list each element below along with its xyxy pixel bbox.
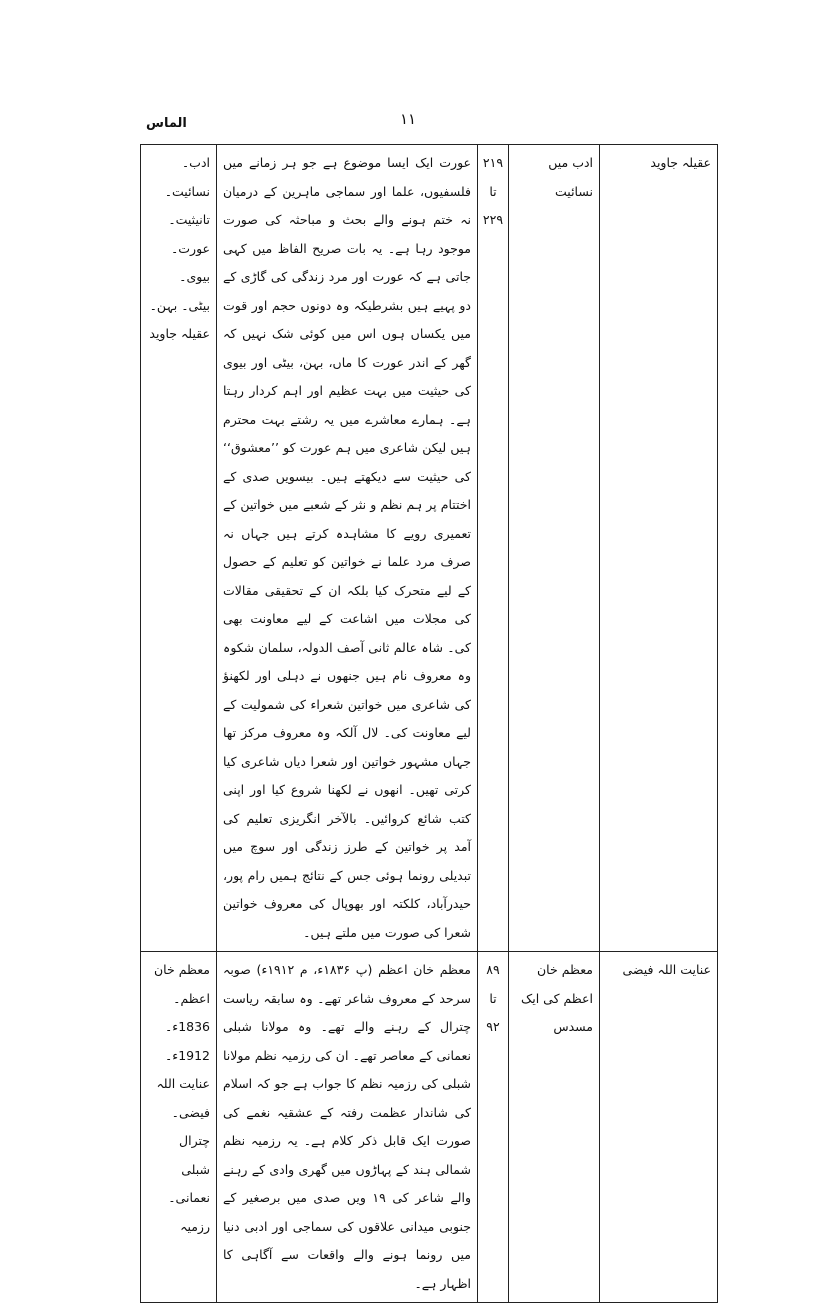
pages-cell — [478, 145, 509, 952]
keyword: 1836ء۔ — [164, 1019, 210, 1034]
keyword: چترال شبلی — [179, 1133, 210, 1177]
keyword: عنایت اللہ فیضی۔ — [156, 1076, 210, 1120]
keyword: نعمانی۔ رزمیہ — [168, 1190, 210, 1234]
page-from: ۸۹ — [486, 962, 500, 977]
keyword: تانیثیت۔ عورت۔ — [168, 212, 210, 256]
title-cell: ادب میں نسائیت — [509, 145, 600, 952]
abstract-cell: معظم خان اعظم (پ ۱۸۳۶ء، م ۱۹۱۲ء) صوبہ سرحد کے معروف شاعر تھے۔ وہ سابقہ ریاست چترال کے رہنے والے تھے۔ وہ مولانا شبلی نعمانی کے معاصر تھے۔ ان کی رزمیہ نظم مولانا شبلی کی رزمیہ نظم کا جواب ہے جو کہ اسلام کی شاندار عظمت رفتہ کے عشقیہ نغمے کی صورت ایک قابل ذکر کلام ہے۔ یہ رزمیہ نظم شمالی ہند کے پہاڑوں میں گھری وادی کے رہنے والے شاعر کی ۱۹ ویں صدی میں برصغیر کے جنوبی میدانی علاقوں کی سماجی اور ادبی دنیا میں رونما ہونے والے واقعات سے آگاہی کا اظہار ہے۔ — [217, 952, 478, 1303]
journal-name: الماس — [146, 116, 187, 131]
page-number: ۱۱ — [399, 110, 417, 128]
keyword: ادب۔ نسائیت۔ — [164, 155, 210, 199]
page-to-label: تا — [489, 990, 497, 1006]
page-to: ۲۲۹ — [482, 212, 504, 227]
keyword: بیوی۔ بیٹی۔ بہن۔ — [149, 269, 210, 313]
page-to: ۹۲ — [486, 1019, 500, 1034]
table-row — [141, 145, 718, 952]
table-row — [141, 952, 718, 1303]
keyword: 1912ء۔ — [164, 1047, 210, 1063]
title-cell: معظم خان اعظم کی ایک مسدس — [509, 952, 600, 1303]
pages-cell — [478, 952, 509, 1303]
article-index-table — [140, 144, 718, 1303]
keyword: عقیلہ جاوید — [149, 326, 210, 341]
page-from: ۲۱۹ — [482, 155, 504, 170]
keywords-cell — [141, 145, 217, 952]
author-cell: عنایت اللہ فیضی — [600, 952, 718, 1303]
keyword: معظم خان اعظم۔ — [154, 962, 210, 1006]
author-cell: عقیلہ جاوید — [600, 145, 718, 952]
page-to-label: تا — [489, 183, 497, 199]
abstract-cell: عورت ایک ایسا موضوع ہے جو ہر زمانے میں فلسفیوں، علما اور سماجی ماہرین کے درمیان نہ ختم ہونے والے بحث و مباحثہ کی صورت موجود رہا ہے۔ یہ بات صریح الفاظ میں کہی جاتی ہے کہ عورت اور مرد زندگی کی گاڑی کے دو پہیے ہیں بشرطیکہ وہ دونوں حجم اور قوت میں یکساں ہوں اس میں کوئی شک نہیں کہ گھر کے اندر عورت کا ماں، بہن، بیٹی اور بیوی کی حیثیت میں بہت عظیم اور اہم کردار رہتا ہے۔ ہمارے معاشرے میں یہ رشتے بہت محترم ہیں لیکن شاعری میں ہم عورت کو ’’معشوق‘‘ کی حیثیت سے دیکھتے ہیں۔ بیسویں صدی کے اختتام پر ہم نظم و نثر کے شعبے میں خواتین کے تعمیری رویے کا مشاہدہ کرتے ہیں جہاں نہ صرف مرد علما نے خواتین کو تعلیم کے حصول کے لیے متحرک کیا بلکہ ان کے تحقیقی مقالات کی مجلات میں اشاعت کے لیے معاونت بھی کی۔ شاہ عالم ثانی آصف الدولہ، سلمان شکوہ وہ معروف نام ہیں جنھوں نے دہلی اور لکھنؤ کی شاعری میں خواتین شعراء کی شمولیت کے لیے معاونت کی۔ لال آلکہ وہ معروف مرکز تھا جہاں مشہور خواتین اور شعرا دیاں شاعری کیا کرتی تھیں۔ انھوں نے لکھنا شروع کیا اور اپنی کتب شائع کروائیں۔ بالآخر انگریزی تعلیم کی آمد پر خواتین کے طرز زندگی اور سوچ میں تبدیلی رونما ہوئی جس کے نتائج ہمیں رام پور، حیدرآباد، کلکتہ اور بھوپال کی معروف خواتین شعرا کی صورت میں ملتے ہیں۔ — [217, 145, 478, 952]
keywords-cell — [141, 952, 217, 1303]
